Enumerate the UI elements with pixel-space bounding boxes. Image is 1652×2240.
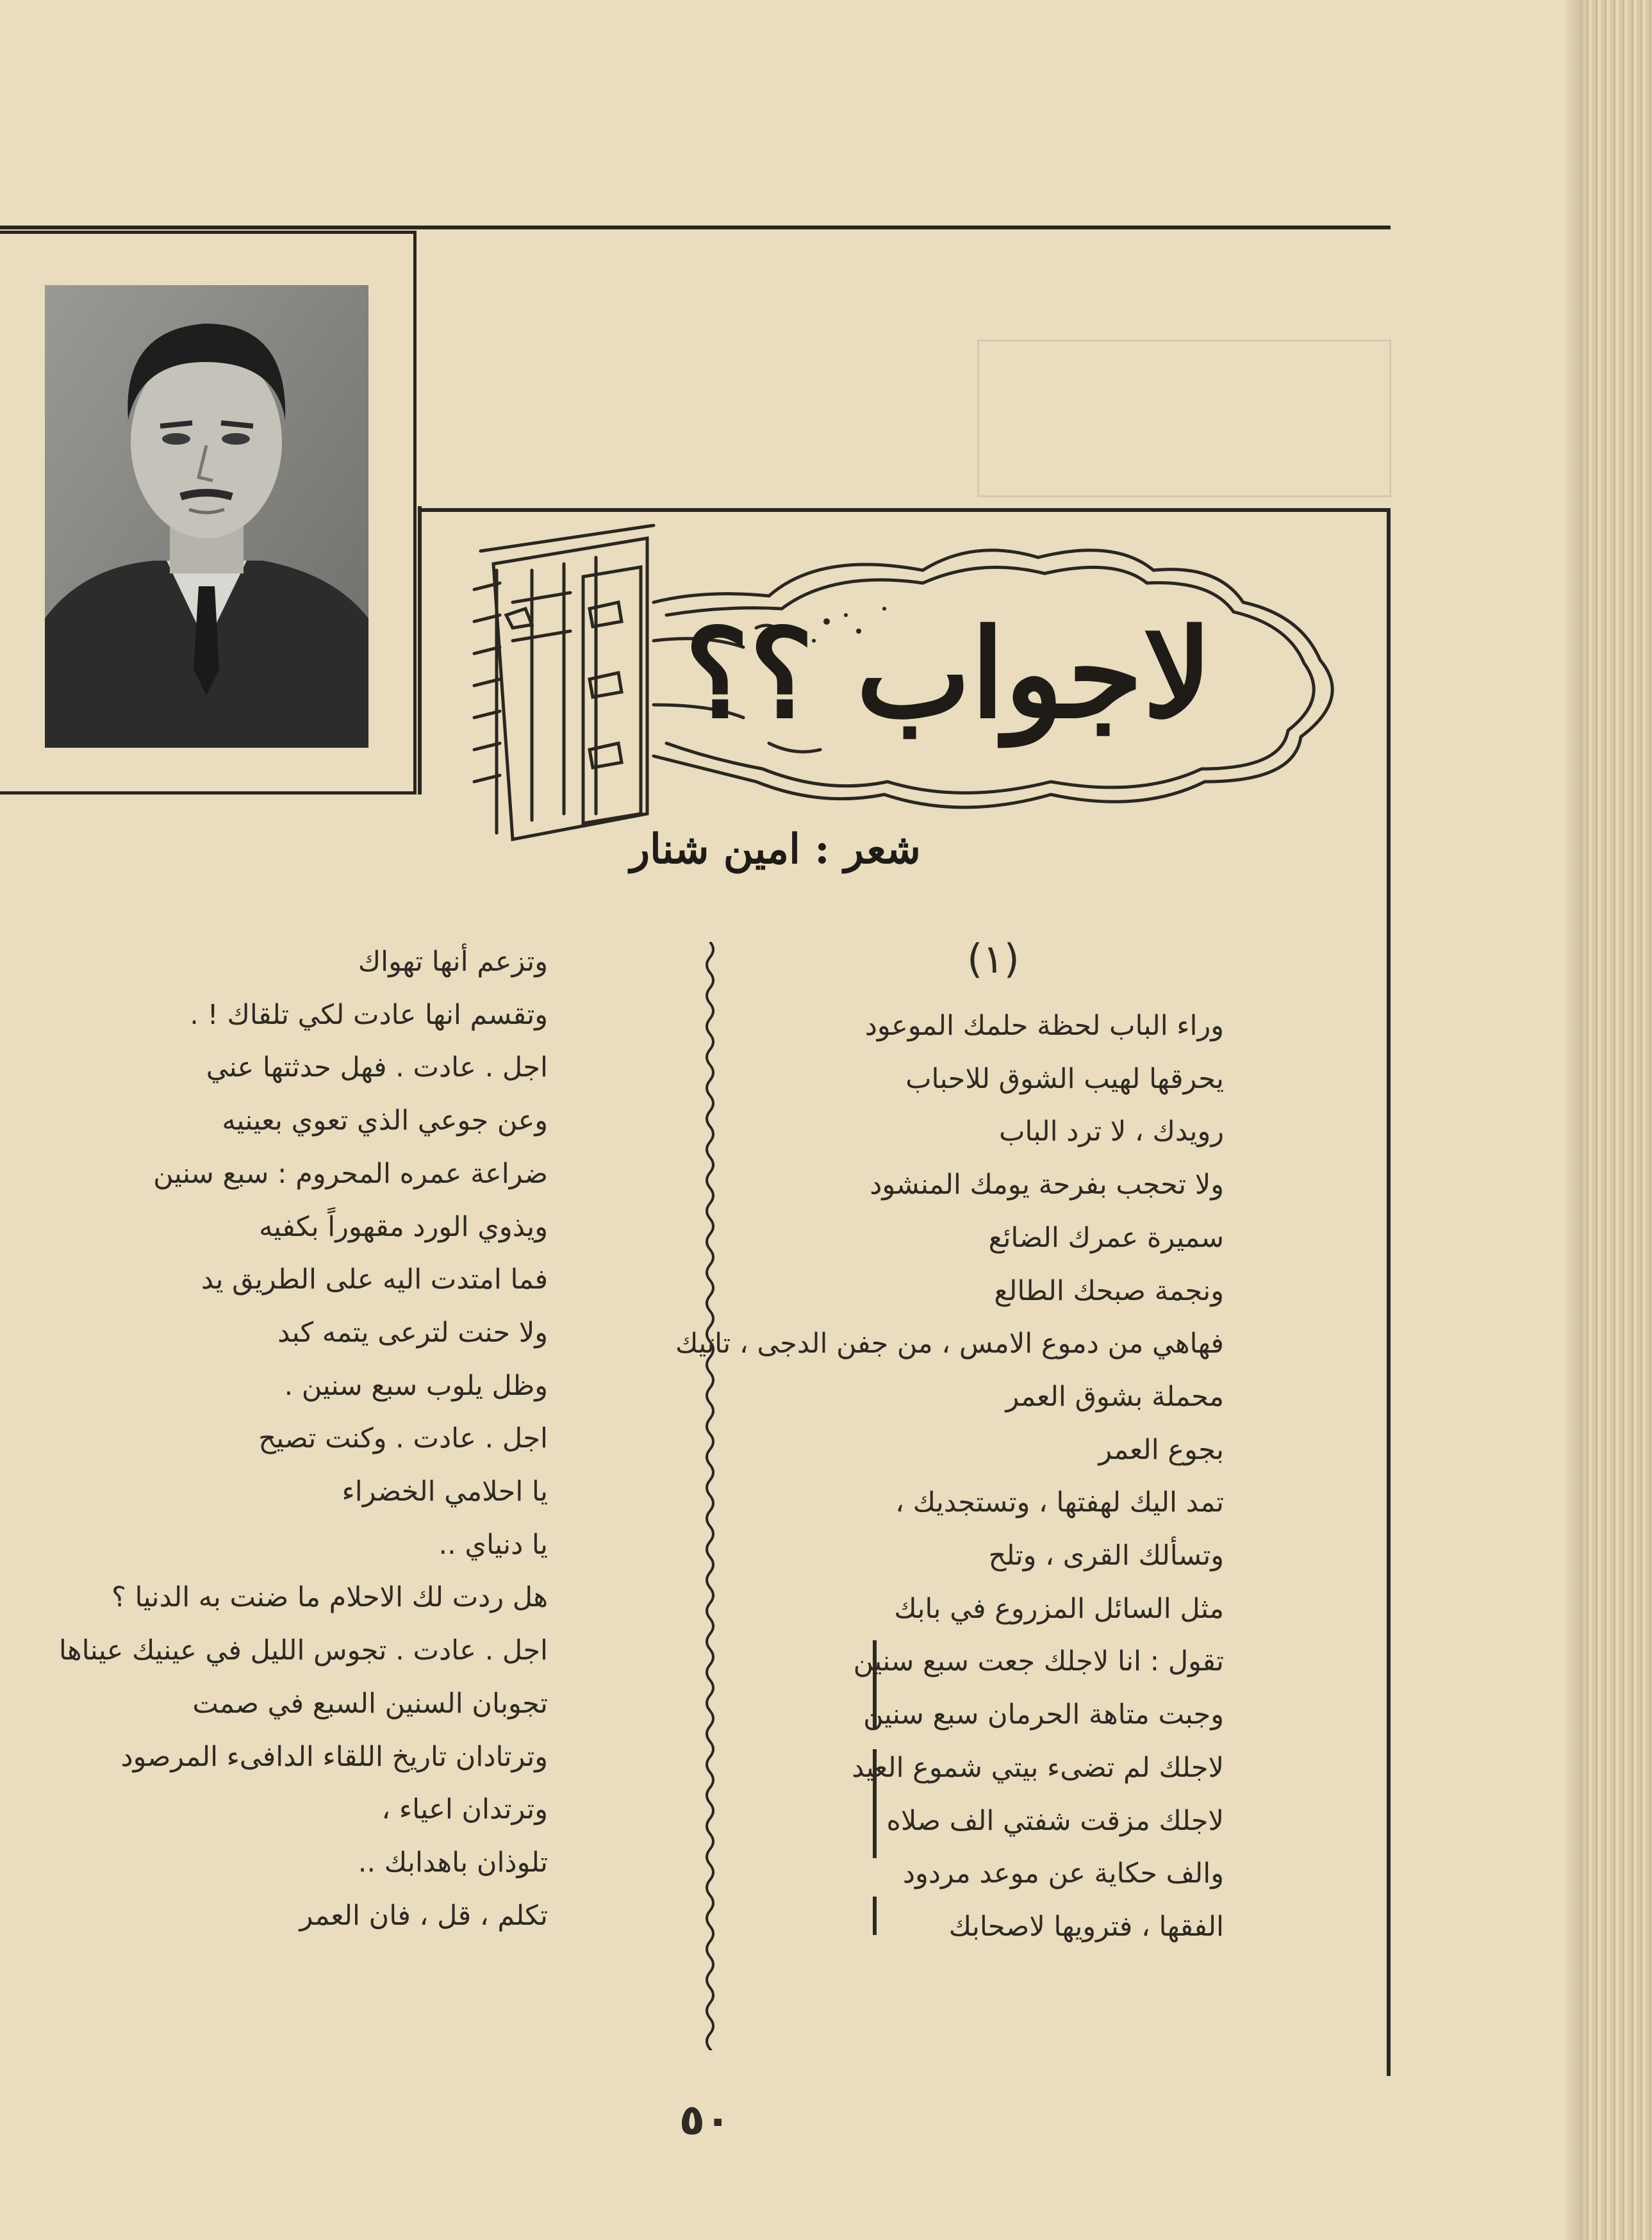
poem-line: ضراعة عمره المحروم : سبع سنين [153, 1157, 548, 1190]
poem-line: تجوبان السنين السبع في صمت [192, 1687, 548, 1720]
poem-line: وراء الباب لحظة حلمك الموعود [864, 1010, 1224, 1042]
page-stack-edge [1583, 0, 1652, 2240]
poem-line: اجل . عادت . وكنت تصيح [258, 1422, 548, 1455]
poem-line: بجوع العمر [1098, 1433, 1224, 1466]
poem-column-left [0, 935, 548, 1942]
poem-line: لاجلك لم تضىء بيتي شموع العيد [852, 1751, 1224, 1784]
page-number: ٥٠ [679, 2095, 731, 2145]
poem-line: وظل يلوب سبع سنين . [284, 1369, 548, 1402]
poem-line: وتزعم أنها تهواك [358, 946, 548, 978]
poem-line: ولا تحجب بفرحة يومك المنشود [870, 1169, 1224, 1201]
poem-line: وجبت متاهة الحرمان سبع سنين [863, 1699, 1224, 1731]
poem-line: وتقسم انها عادت لكي تلقاك ! . [190, 998, 548, 1031]
poem-column-right [673, 1000, 1224, 1954]
stanza-number: (١) [967, 935, 1020, 982]
poem-line: يا دنياي .. [438, 1528, 548, 1561]
poem-line: تمد اليك لهفتها ، وتستجديك ، [895, 1486, 1224, 1519]
poem-line: ولا حنت لترعى يتمه كبد [277, 1316, 548, 1349]
poem-line: ويذوي الورد مقهوراً بكفيه [259, 1210, 548, 1243]
show-through-box [977, 340, 1391, 497]
poem-line: وعن جوعي الذي تعوي بعينيه [222, 1105, 548, 1137]
poem-line: مثل السائل المزروع في بابك [894, 1592, 1224, 1625]
poem-line: يحرقها لهيب الشوق للاحباب [905, 1062, 1224, 1095]
poem-line: والف حكاية عن موعد مردود [902, 1857, 1224, 1890]
poem-line: وتسألك القرى ، وتلح [988, 1540, 1224, 1572]
poem-line: اجل . عادت . فهل حدثتها عني [206, 1051, 548, 1084]
poem-title: لاجواب ؟؟ [684, 602, 1212, 745]
poem-line: محملة بشوق العمر [1005, 1380, 1224, 1413]
poem-line: تكلم ، قل ، فان العمر [299, 1899, 548, 1932]
poem-line: الفقها ، فترويها لاصحابك [948, 1910, 1224, 1943]
portrait-photo [45, 285, 368, 748]
poem-line: وترتدان اعياء ، [381, 1793, 548, 1826]
poem-line: تقول : انا لاجلك جعت سبع سنين [853, 1645, 1224, 1678]
poem-line: ونجمة صبحك الطالع [994, 1274, 1224, 1307]
poem-line: اجل . عادت . تجوس الليل في عينيك عيناها [58, 1635, 548, 1667]
page-binding [1564, 0, 1583, 2240]
poem-line: لاجلك مزقت شفتي الف صلاه [886, 1804, 1224, 1837]
poem-line: رويدك ، لا ترد الباب [998, 1116, 1224, 1148]
poem-line: فما امتدت اليه على الطريق يد [201, 1264, 548, 1296]
poem-line: سميرة عمرك الضائع [988, 1221, 1224, 1254]
poem-line: فهاهي من دموع الامس ، من جفن الدجى ، تاتيك [675, 1328, 1224, 1360]
poem-line: يا احلامي الخضراء [342, 1476, 548, 1508]
poem-byline: شعر : امين شنار [630, 825, 921, 873]
top-rule [0, 226, 1391, 229]
poem-frame-left-edge [418, 506, 422, 795]
poem-line: وترتادان تاريخ اللقاء الدافىء المرصود [120, 1740, 548, 1773]
poem-line: تلوذان باهدابك .. [358, 1846, 548, 1879]
poem-line: هل ردت لك الاحلام ما ضنت به الدنيا ؟ [111, 1581, 548, 1614]
